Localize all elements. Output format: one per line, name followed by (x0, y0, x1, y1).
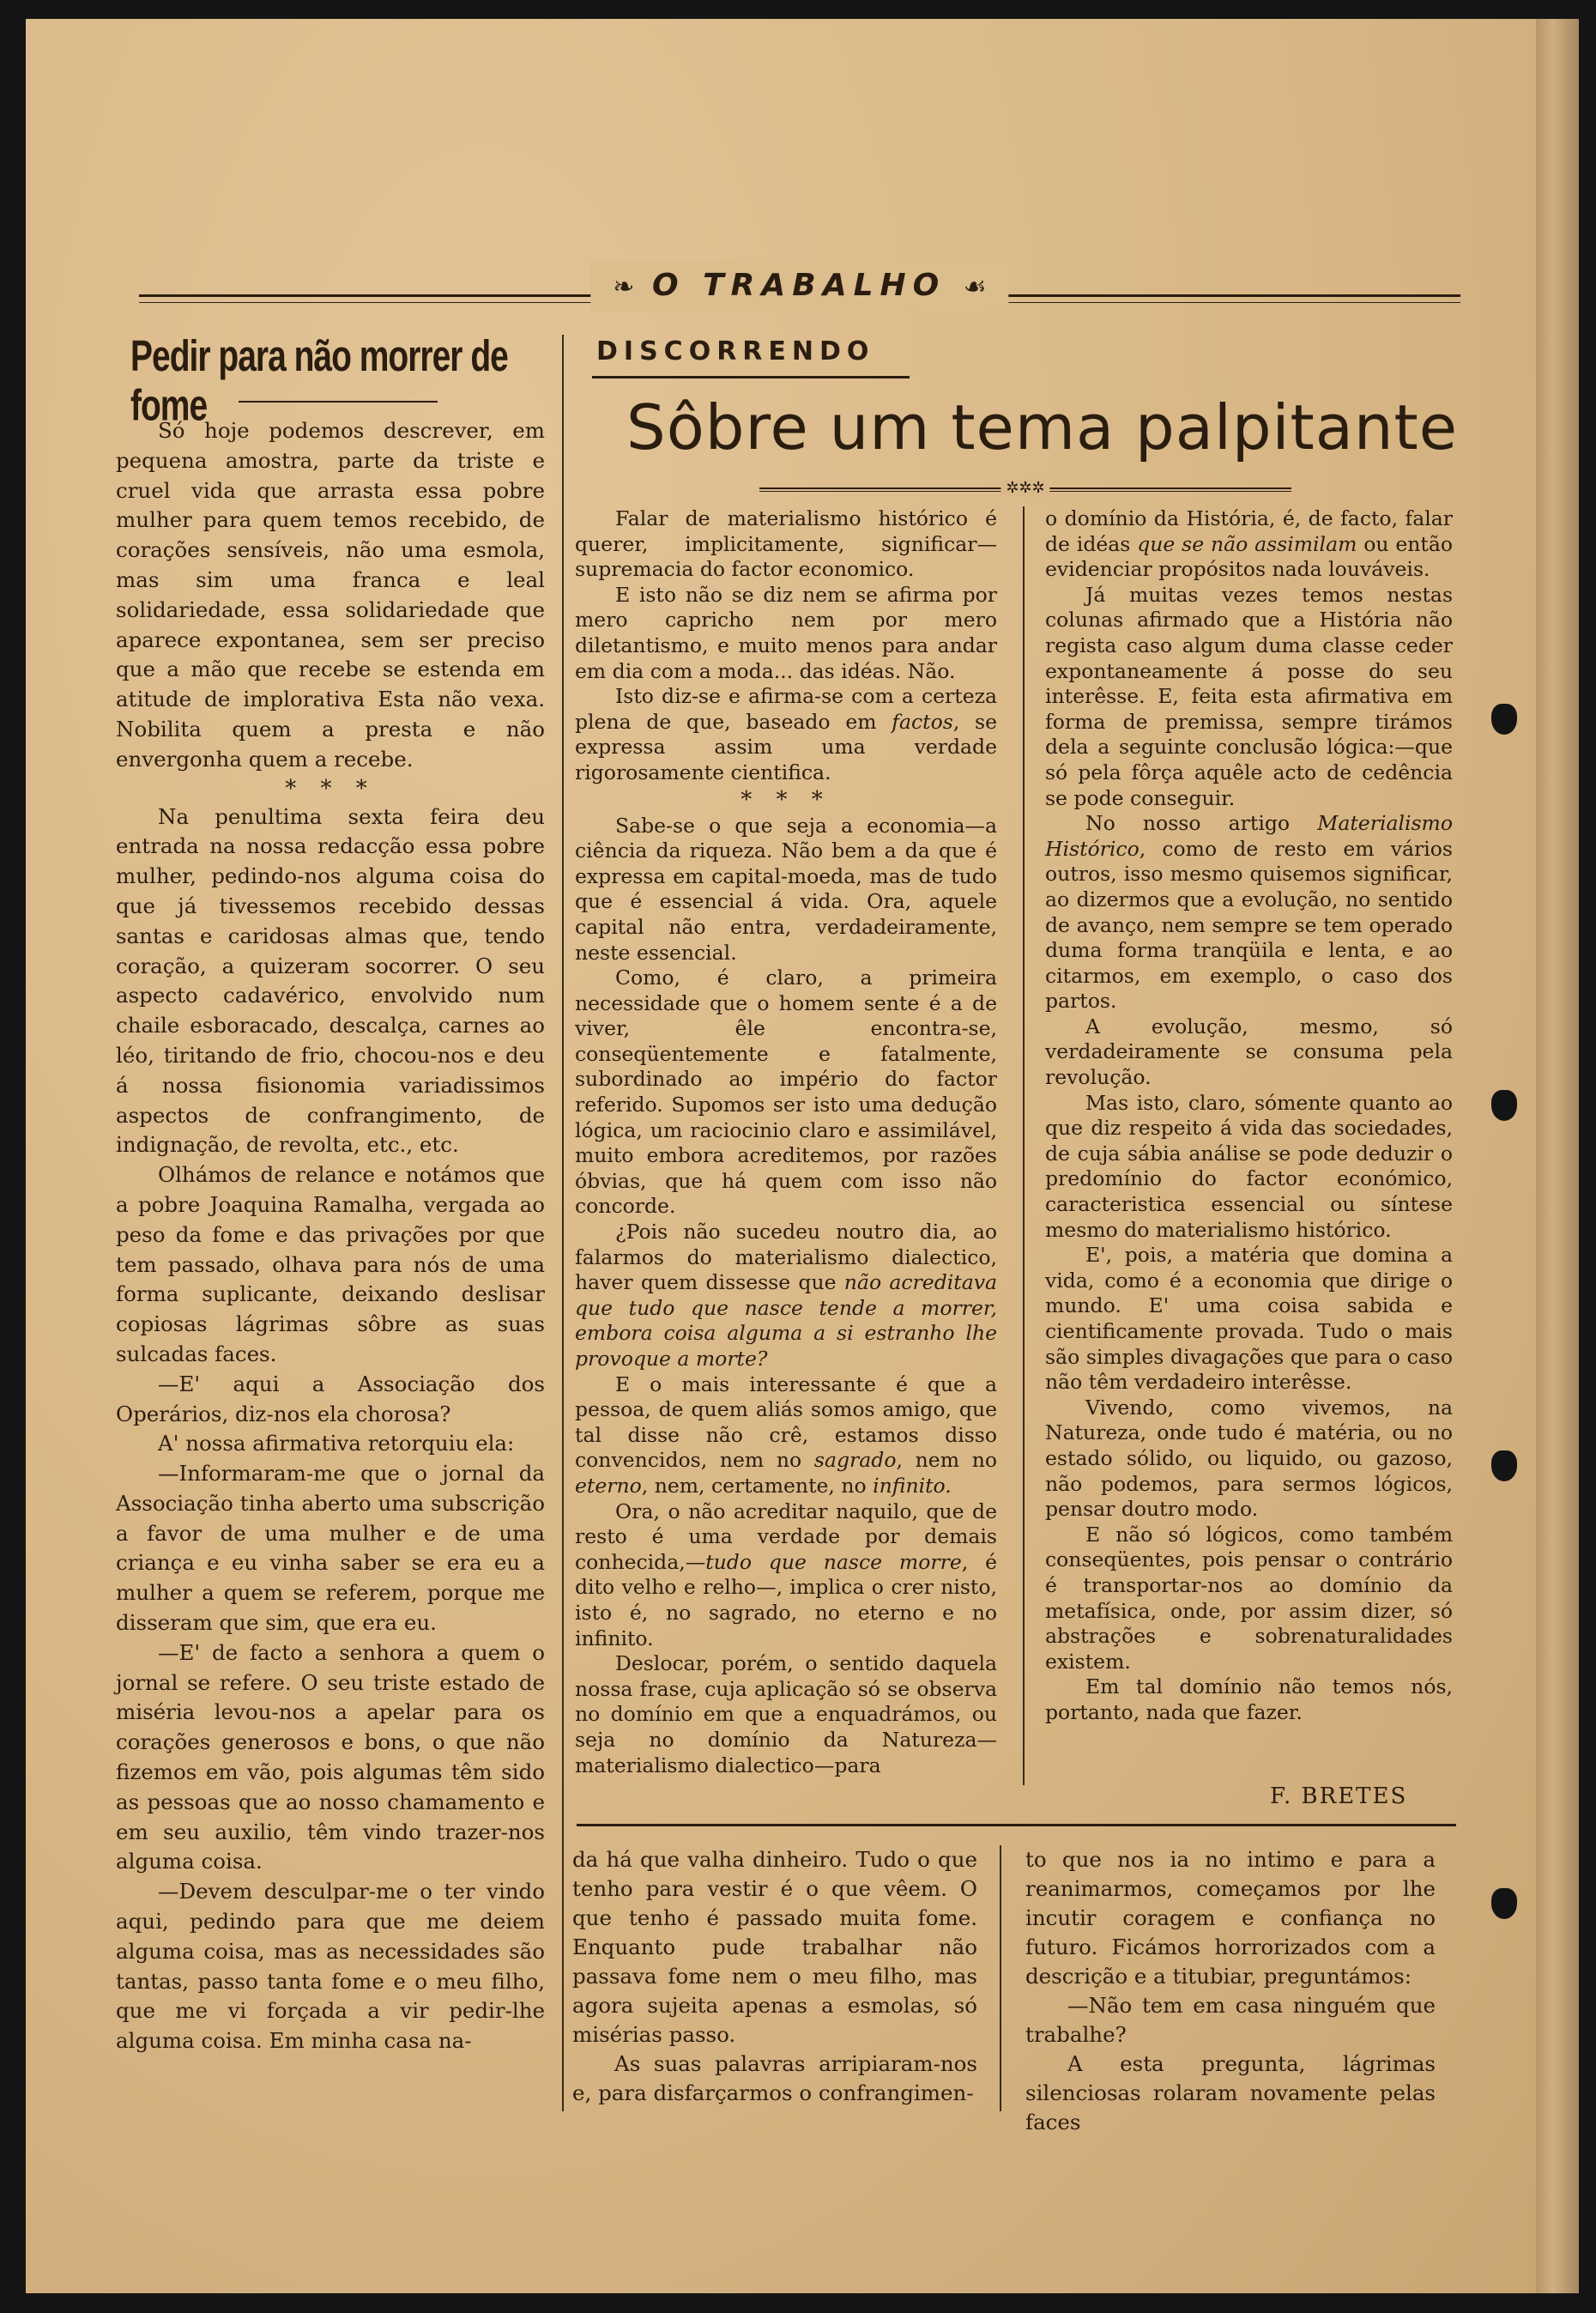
section-rule (577, 1824, 1456, 1826)
paragraph: E isto não se diz nem se afirma por mero capricho nem por mero diletantismo, e muito menos para andar em dia com a moda... das idéas. Não. (575, 582, 997, 683)
masthead-title: O TRABALHO (651, 268, 946, 303)
column-rule (1000, 1845, 1001, 2111)
paragraph: —E' de facto a senhora a quem o jornal se refere. O seu triste estado de miséria levou-nos a apelar para os corações generosos e bons, o que não fizemos em vão, pois algumas têm sido as pessoas que ao nosso chamamento e em seu auxilio, têm vindo trazer-nos alguma coisa. (116, 1639, 545, 1874)
paragraph: —E' aqui a Associação dos Operários, diz-nos ela chorosa? (116, 1371, 545, 1426)
binding-hole (1491, 1450, 1517, 1481)
binding-hole (1491, 704, 1517, 735)
kicker-rule (592, 376, 910, 378)
paragraph: Em tal domínio não temos nós, portanto, nada que fazer. (1045, 1674, 1453, 1724)
article1-headline: Pedir para não morrer de fome (130, 333, 508, 431)
masthead (139, 262, 1460, 313)
masthead-title-block (590, 262, 1008, 312)
article2-headline: Sôbre um tema palpitante (626, 391, 1459, 463)
paragraph: A esta pregunta, lágrimas silenciosas rolaram novamente pelas faces (1025, 2051, 1436, 2134)
paragraph: A' nossa afirmativa retorquiu ela: (158, 1431, 515, 1456)
article2-column-2 (1045, 506, 1453, 1726)
ornament-left-icon: ❧ (613, 272, 635, 302)
article2-signature: F. BRETES (1270, 1783, 1408, 1809)
paragraph: As suas palavras arripiaram-nos e, para disfarçarmos o confrangimen- (572, 2051, 977, 2105)
article2-kicker: DISCORRENDO (596, 336, 875, 366)
paragraph: E', pois, a matéria que domina a vida, como é a economia que dirige o mundo. E' uma coisa sabida e cientificamente provada. Tudo o mais são simples divagações que para o caso não têm verdadeiro interêsse. (1045, 1243, 1453, 1395)
paragraph: Sabe-se o que seja a economia—a ciência da riqueza. Não bem a da que é expressa em capital-moeda, mas de tudo que é essencial á vida. Ora, aquele capital não entra, verdadeiramente, neste essencial. (575, 813, 997, 965)
article1-column-2 (572, 1845, 977, 2108)
column-rule (562, 335, 564, 2111)
article2-column-1 (575, 506, 997, 1778)
paragraph: Falar de materialismo histórico é querer, implicitamente, significar—supremacia do factor economico. (575, 506, 997, 582)
paragraph: E não só lógicos, como também conseqüentes, pois pensar o contrário é transportar-nos ao domínio da metafísica, onde, por assim dizer, só abstrações e sobrenaturalidades existem. (1045, 1522, 1453, 1674)
paragraph: Como, é claro, a primeira necessidade que o homem sente é a de viver, êle encontra-se, conseqüentemente e fatalmente, subordinado ao império do factor referido. Supomos ser isto uma dedução lógica, um raciocinio claro e assimilável, muito embora acreditemos, por razões óbvias, que há quem com isso não concorde. (575, 966, 997, 1219)
paragraph: —Não tem em casa ninguém que trabalhe? (1025, 1993, 1436, 2047)
paragraph: E o mais interessante é que a pessoa, de quem aliás somos amigo, que tal disse não crê, estamos disso convencidos, nem no sagrado, nem no eterno, nem, certamente, no infinito. (575, 1371, 997, 1498)
paragraph: Só hoje podemos descrever, em pequena amostra, parte da triste e cruel vida que arrasta essa pobre mulher para quem temos recebido, de corações sensíveis, não uma esmola, mas sim uma franca e leal solidariedade, essa solidariedade que aparece expontanea, sem ser preciso que a mão que recebe se estenda em atitude de implorativa Esta não vexa. Nobilita quem a presta e não envergonha quem a recebe. (116, 418, 545, 772)
paragraph: Mas isto, claro, sómente quanto ao que diz respeito á vida das sociedades, de cuja sábia análise se pode deduzir o predomínio do factor económico, caracteristica essencial ou síntese mesmo do materialismo histórico. (1045, 1090, 1453, 1242)
paragraph: No nosso artigo Materialismo Histórico, como de resto em vários outros, isso mesmo quisemos significar, ao dizermos que a evolução, no sentido de avanço, nem sempre se tem operado duma forma tranqüila e lenta, e ao citarmos, em exemplo, o caso dos partos. (1045, 811, 1453, 1014)
section-stars: * * * (285, 775, 376, 802)
paragraph: —Devem desculpar-me o ter vindo aqui, pedindo para que me deiem alguma coisa, mas as necessidades são tantas, passo tanta fome e o meu filho, que me vi forçada a vir pedir-lhe alguma coisa. Em minha casa na- (116, 1879, 545, 2054)
rule-ornament-icon: ✲✲✲ (1001, 479, 1049, 497)
paragraph: —Informaram-me que o jornal da Associação tinha aberto uma subscrição a favor de uma mulher e de uma criança e eu vinha saber se era eu a mulher a quem se referem, porque me disseram que sim, que era eu. (116, 1461, 545, 1636)
paragraph: Já muitas vezes temos nestas colunas afirmado que a História não regista caso algum duma classe ceder expontaneamente á posse do seu interêsse. E, feita esta afirmativa em forma de premissa, sempre tirámos dela a seguinte conclusão lógica:—que só pela fôrça aquêle acto de cedência se pode conseguir. (1045, 582, 1453, 810)
ornament-right-icon: ☙ (963, 272, 987, 302)
paragraph: Deslocar, porém, o sentido daquela nossa frase, cuja aplicação só se observa no domínio em que a enquadrámos, ou seja no domínio da Natureza—materialismo dialectico—para (575, 1651, 997, 1777)
paragraph: to que nos ia no intimo e para a reanimarmos, começamos por lhe incutir coragem e confiança no futuro. Ficámos horrorizados com a descrição e a titubiar, preguntámos: (1025, 1847, 1436, 1989)
column-rule (1023, 506, 1025, 1785)
paragraph: Isto diz-se e afirma-se com a certeza plena de que, baseado em factos, se expressa assim uma verdade rigorosamente cientifica. (575, 684, 997, 784)
headline-rule (759, 479, 1291, 497)
paragraph: Na penultima sexta feira deu entrada na nossa redacção essa pobre mulher, pedindo-nos alguma coisa do que já tivessemos recebido dessas santas e caridosas almas que, tendo coração, a quizeram socorrer. O seu aspecto cadavérico, envolvido num chaile esboracado, descalça, carnes ao léo, tiritando de frio, chocou-nos e deu á nossa fisionomia variadissimos aspectos de confrangimento, de indignação, de revolta, etc., etc. (116, 803, 545, 1158)
paragraph: Ora, o não acreditar naquilo, que de resto é uma verdade por demais conhecida,—tudo que nasce morre, é dito velho e relho—, implica o crer nisto, isto é, no sagrado, no eterno e no infinito. (575, 1499, 997, 1650)
paragraph: o domínio da História, é, de facto, falar de idéas que se não assimilam ou então evidenciar propósitos nada louváveis. (1045, 506, 1454, 582)
headline-rule (239, 401, 438, 403)
paragraph: Vivendo, como vivemos, na Natureza, onde tudo é matéria, ou no estado sólido, ou liquido, ou gazoso, não podemos, para sermos lógicos, pensar doutro modo. (1045, 1395, 1453, 1522)
article1-column-1 (116, 416, 545, 2056)
next-page-edge (1536, 19, 1579, 2293)
binding-hole (1491, 1888, 1517, 1919)
article1-column-3 (1025, 1845, 1436, 2137)
binding-hole (1491, 1090, 1517, 1121)
section-stars: * * * (741, 786, 831, 813)
paragraph: ¿Pois não sucedeu noutro dia, ao falarmos do materialismo dialectico, haver quem dissesse que não acreditava que tudo que nasce tende a morrer, embora coisa alguma a si estranho lhe provoque a morte? (575, 1220, 997, 1371)
paragraph: da há que valha dinheiro. Tudo o que tenho para vestir é o que vêem. O que tenho é passado muita fome. Enquanto pude trabalhar não passava fome nem o meu filho, mas agora sujeita apenas a esmolas, só misérias passo. (572, 1847, 977, 2047)
paragraph: A evolução, mesmo, só verdadeiramente se consuma pela revolução. (1045, 1014, 1453, 1090)
paragraph: Olhámos de relance e notámos que a pobre Joaquina Ramalha, vergada ao peso da fome e das privações por que tem passado, olhava para nós de uma forma suplicante, deixando deslisar copiosas lágrimas sôbre as suas sulcadas faces. (116, 1162, 545, 1366)
